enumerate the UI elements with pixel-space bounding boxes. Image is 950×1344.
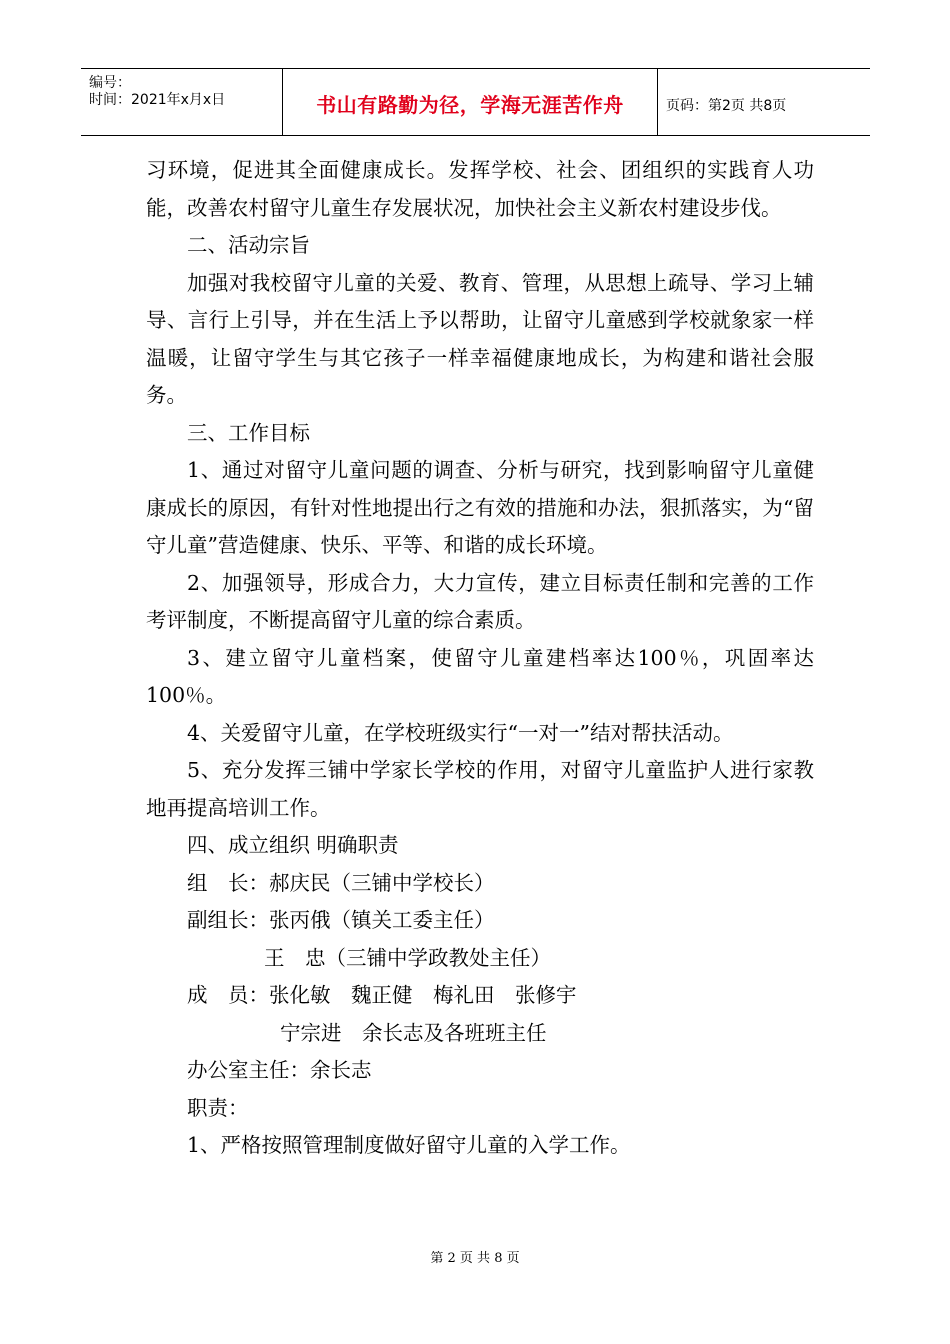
document-body [146,152,814,1165]
duty-item-1: 1、严格按照管理制度做好留守儿童的入学工作。 [187,1133,631,1157]
org-members-2: 宁宗进 余长志及各班班主任 [280,1020,547,1045]
section-heading-goals: 三、工作目标 [187,420,310,445]
number-label: 编号： [89,75,131,91]
org-deputy-1: 副组长：张丙俄（镇关工委主任） [187,908,495,932]
goal-item-1: 1、通过对留守儿童问题的调查、分析与研究，找到影响留守儿童健康成长的原因，有针对性地提出行之有效的措施和办法，狠抓落实，为“留守儿童”营造健康、快乐、平等、和谐的成长环境。 [146,458,814,557]
header-page-cell [658,69,870,135]
page-footer: 第 2 页 共 8 页 [430,1251,520,1266]
goal-item-3: 3、建立留守儿童档案，使留守儿童建档率达100％，巩固率达100％。 [146,645,814,707]
motto-text: 书山有路勤为径，学海无涯苦作舟 [316,93,624,117]
paragraph-continued: 习环境，促进其全面健康成长。发挥学校、社会、团组织的实践育人功能，改善农村留守儿童生存发展状况，加快社会主义新农村建设步伐。 [146,158,814,220]
org-leader: 组 长：郝庆民（三铺中学校长） [187,870,495,895]
goal-item-4: 4、关爱留守儿童，在学校班级实行“一对一”结对帮扶活动。 [187,720,734,745]
paragraph-purpose: 加强对我校留守儿童的关爱、教育、管理，从思想上疏导、学习上辅导、言行上引导，并在生活上予以帮助，让留守儿童感到学校就象家一样温暖，让留守学生与其它孩子一样幸福健康地成长，为构建和谐社会服务。 [146,270,814,407]
header-motto-cell [283,69,658,135]
header-table [81,68,870,136]
goal-item-5: 5、充分发挥三铺中学家长学校的作用，对留守儿童监护人进行家教地再提高培训工作。 [146,758,814,820]
time-label: 时间：2021年x月x日 [89,92,226,108]
section-heading-purpose: 二、活动宗旨 [187,233,310,257]
goal-item-2: 2、加强领导，形成合力，大力宣传，建立目标责任制和完善的工作考评制度，不断提高留守儿童的综合素质。 [146,570,814,632]
duties-heading: 职责： [187,1095,249,1120]
section-heading-organization: 四、成立组织 明确职责 [187,833,399,857]
page-label: 页码：第2页 共8页 [666,98,787,114]
org-deputy-2: 王 忠（三铺中学政教处主任） [264,945,551,970]
header-meta-cell [81,69,283,135]
org-members-1: 成 员：张化敏 魏正健 梅礼田 张修宇 [187,983,577,1007]
org-office-director: 办公室主任：余长志 [187,1058,372,1082]
